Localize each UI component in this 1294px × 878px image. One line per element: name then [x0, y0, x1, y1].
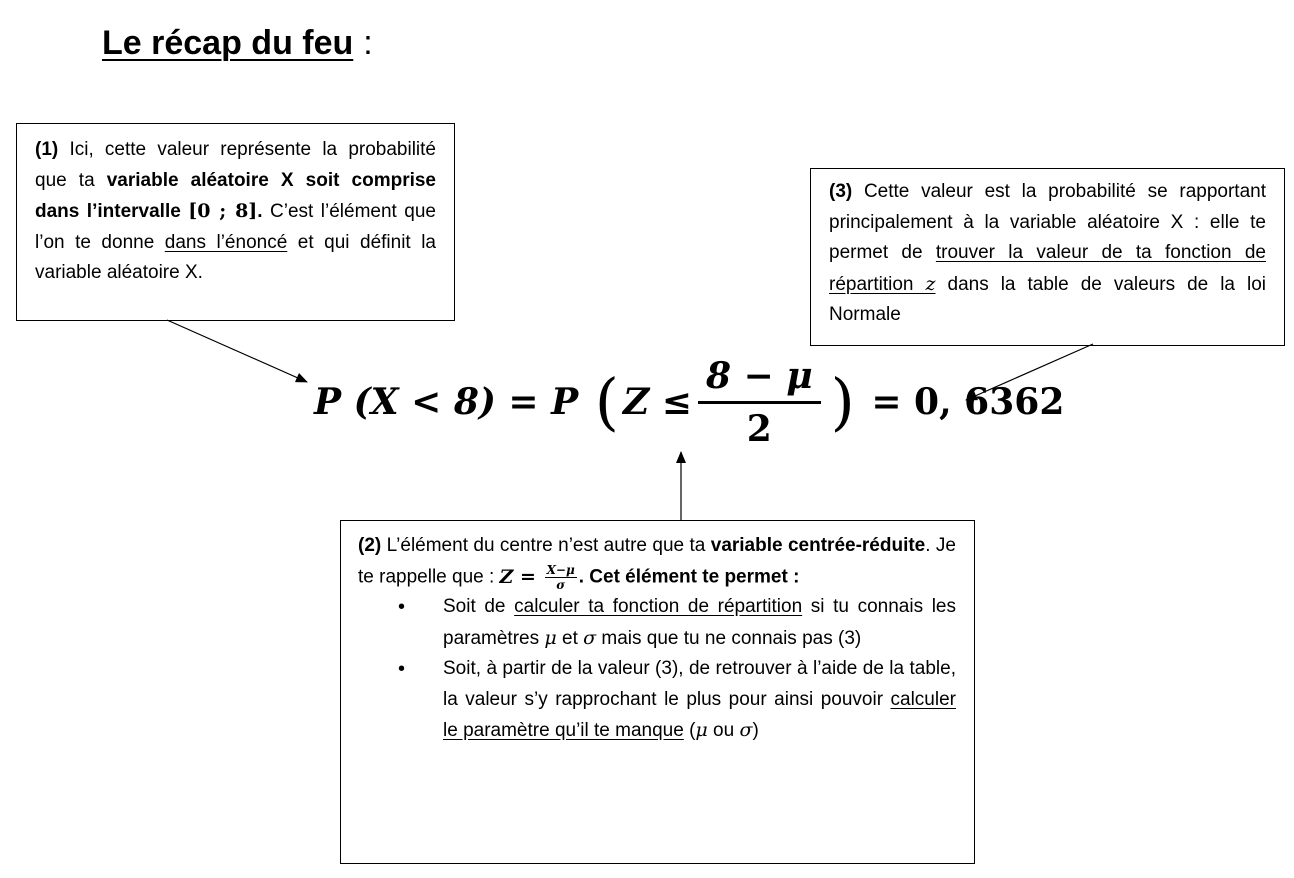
bullet-1-sigma: σ — [583, 626, 597, 649]
title-text: Le récap du feu — [102, 24, 354, 62]
box-2-z-eq: Z = — [499, 565, 536, 588]
box-3-text-part: Cette valeur est la probabilité se rapportant principalement à la variable aléatoire X : elle te permet de — [829, 181, 1266, 263]
formula-numerator: 8 − μ — [698, 355, 821, 404]
box-1-dot: . — [257, 201, 263, 222]
box-2-text-part: . Cet élément te permet : — [578, 565, 800, 587]
formula-z: Z ≤ — [622, 381, 692, 423]
bullet-dot: • — [398, 596, 406, 619]
bullet-1-text-part: mais que tu ne connais pas (3) — [596, 627, 862, 649]
title-colon: : — [363, 24, 373, 62]
box-2-text-part: L’élément du centre n’est autre que ta — [381, 535, 711, 556]
bullet-2-text-part: ( — [683, 720, 696, 742]
box-1-text-part: et qui définit la variable aléatoire X. — [35, 231, 436, 283]
bullet-1-text-part: si tu connais les paramètres — [443, 596, 956, 649]
box-3-number: (3) — [829, 181, 853, 202]
formula-denominator: 2 — [746, 407, 772, 450]
box-3-underlined-part: trouver la valeur de ta fonction de répartition — [829, 242, 1266, 295]
box-1-underlined-text: dans l’énoncé — [164, 231, 288, 253]
formula-lhs: (X < 8) = — [353, 381, 539, 423]
formula-open-paren: ( — [594, 365, 619, 438]
bullet-2-text-part: ) — [752, 720, 759, 742]
bullet-1-text-part: Soit de — [443, 596, 515, 618]
formula-rhs: = 0, 6362 — [871, 381, 1065, 423]
arrow-3 — [966, 344, 1093, 400]
bullet-2-mu: μ — [695, 719, 708, 742]
bullet-2-sigma: σ — [739, 719, 753, 742]
formula-close-paren: ) — [830, 365, 855, 438]
bullet-dot: • — [398, 658, 406, 681]
formula-p1: P — [314, 381, 342, 423]
box-1-number: (1) — [35, 139, 59, 160]
box-2-bold-text: variable centrée-réduite — [710, 535, 926, 556]
bullet-2-text-part: ou — [707, 720, 740, 742]
bullet-2-text-part: Soit, à partir de la valeur (3), de retrouver à l’aide de la table, la valeur s’y rapprochant le plus pour ainsi pouvoir — [443, 658, 956, 710]
box-2-number: (2) — [358, 535, 382, 556]
box-3-z-symbol: z — [925, 272, 936, 295]
formula-p2: P — [551, 381, 579, 423]
arrow-1 — [167, 320, 307, 382]
bullet-1-text-part: et — [556, 627, 584, 649]
bullet-2-underlined-text: calculer le paramètre qu’il te manque — [443, 688, 956, 742]
box-2-text-part: . Je te rappelle que : — [358, 535, 957, 587]
box-1-text-part: C’est l’élément que l’on te donne — [35, 201, 436, 253]
box-1-interval: [0 ; 8] — [188, 200, 258, 222]
bullet-1-underlined-text: calculer ta fonction de répartition — [514, 596, 803, 618]
bullet-1-mu: μ — [544, 626, 557, 649]
box-2-frac-den: σ — [556, 578, 566, 592]
box-3-text-part: dans la table de valeurs de la loi Normale — [829, 273, 1266, 325]
box-1-bold-text: variable aléatoire X soit comprise dans l’intervalle — [35, 169, 436, 222]
box-1-text-part: Ici, cette valeur représente la probabilité que ta — [35, 139, 436, 191]
box-2-frac-num: X−μ — [546, 563, 575, 577]
